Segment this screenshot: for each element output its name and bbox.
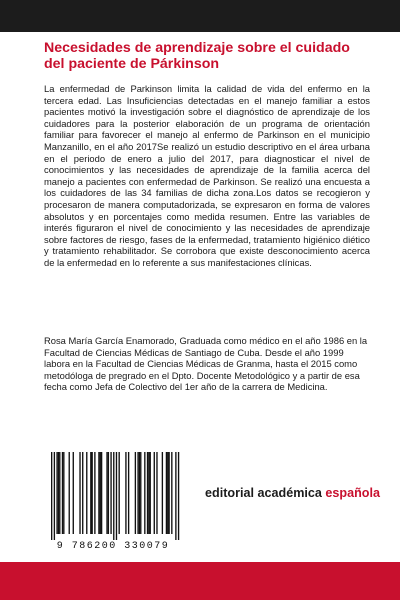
barcode-bar (175, 452, 176, 540)
barcode-bar (113, 452, 114, 540)
barcode-bar (125, 452, 126, 534)
barcode-bar (162, 452, 163, 534)
barcode-bar (90, 452, 91, 534)
publisher-name-accent: española (325, 486, 380, 500)
bottom-red-band (0, 562, 400, 600)
barcode-bar (147, 452, 148, 534)
barcode-bar (56, 452, 57, 534)
barcode-bar (144, 452, 145, 534)
barcode-bar (137, 452, 138, 534)
book-title: Necesidades de aprendizaje sobre el cuidado del paciente de Párkinson (44, 40, 350, 72)
barcode-bar (148, 452, 149, 534)
barcode-bar (79, 452, 80, 534)
barcode-bar (154, 452, 155, 534)
barcode-bar (82, 452, 83, 534)
barcode-bar (92, 452, 93, 534)
author-bio: Rosa María García Enamorado, Graduada como médico en el año 1986 en la Facultad de Ciencias Médicas de Santiago de Cuba. Desde el año 1999 labora en la Facultad de Ciencias Médicas de Granma, hasta el 2015 como metodóloga de pregrado en el Dpto. Docente Metodológico y a partir de esa fecha como Jefa de Colectivo del 1er año de la carrera de Medicina. (44, 335, 368, 393)
barcode-bar (86, 452, 87, 534)
barcode-bar (63, 452, 64, 534)
barcode-bar (167, 452, 168, 534)
barcode-bar (140, 452, 141, 534)
barcode-bar (62, 452, 63, 534)
top-dark-band (0, 0, 400, 32)
back-cover-content (44, 40, 370, 269)
barcode-bar (54, 452, 55, 540)
barcode-bar (150, 452, 151, 534)
barcode-bar (73, 452, 74, 534)
barcode-bar (101, 452, 102, 534)
barcode-bar (119, 452, 120, 534)
barcode-bar (51, 452, 52, 540)
barcode-bar (94, 452, 95, 534)
barcode-bar (166, 452, 167, 534)
barcode-bar (128, 452, 129, 534)
barcode-bar (178, 452, 179, 540)
barcode-graphic (43, 452, 183, 542)
barcode-bar (69, 452, 70, 534)
barcode-bar (106, 452, 107, 534)
barcode-bar (110, 452, 111, 534)
publisher-logo (205, 486, 380, 500)
barcode-bar (168, 452, 169, 534)
barcode-bar (139, 452, 140, 534)
barcode-bar (116, 452, 117, 540)
barcode-bar (171, 452, 172, 534)
barcode-bar (98, 452, 99, 534)
barcode-bar (135, 452, 136, 534)
isbn-barcode (43, 452, 183, 556)
barcode-bar (156, 452, 157, 534)
barcode-bar (108, 452, 109, 534)
barcode-bar (58, 452, 59, 534)
barcode-bar (100, 452, 101, 534)
barcode-bar (59, 452, 60, 534)
book-abstract: La enfermedad de Parkinson limita la calidad de vida del enfermo en la tercera edad. Las Insuficiencias detectadas en el manejo familiar a estos pacientes motivó la investigación sobre el diagnóstico de aprendizaje de los cuidadores para la posterior elaboración de un programa de orientación familiar para favorecer el manejo al enfermo de Parkinson en el municipio Manzanillo, en el año 2017Se realizó un estudio descriptivo en el área urbana en el periodo de enero a julio del 2017, para diagnosticar el nivel de conocimientos y las necesidades de aprendizaje de la familia acerca del manejo a pacientes con enfermedad de Parkinson. Se realizó una encuesta a los cuidadores de las 34 familias de dicha zona.Los datos se recogieron y procesaron de manera computadorizada, se expresaron en forma de valores absolutos y en porcentajes como medida resumen. Entre las variables de interés figuraron el nivel de conocimiento y las necesidades de aprendizaje sobre factores de riesgo, fases de la enfermedad, tratamiento higiénico diético y tratamiento rehabilitador. Se corrobora que existe desconocimiento acerca de la enfermedad en lo referente a sus manifestaciones clínicas. (44, 83, 370, 268)
publisher-name: editorial académica (205, 486, 326, 500)
isbn-number: 9 786200 330079 (56, 541, 170, 552)
